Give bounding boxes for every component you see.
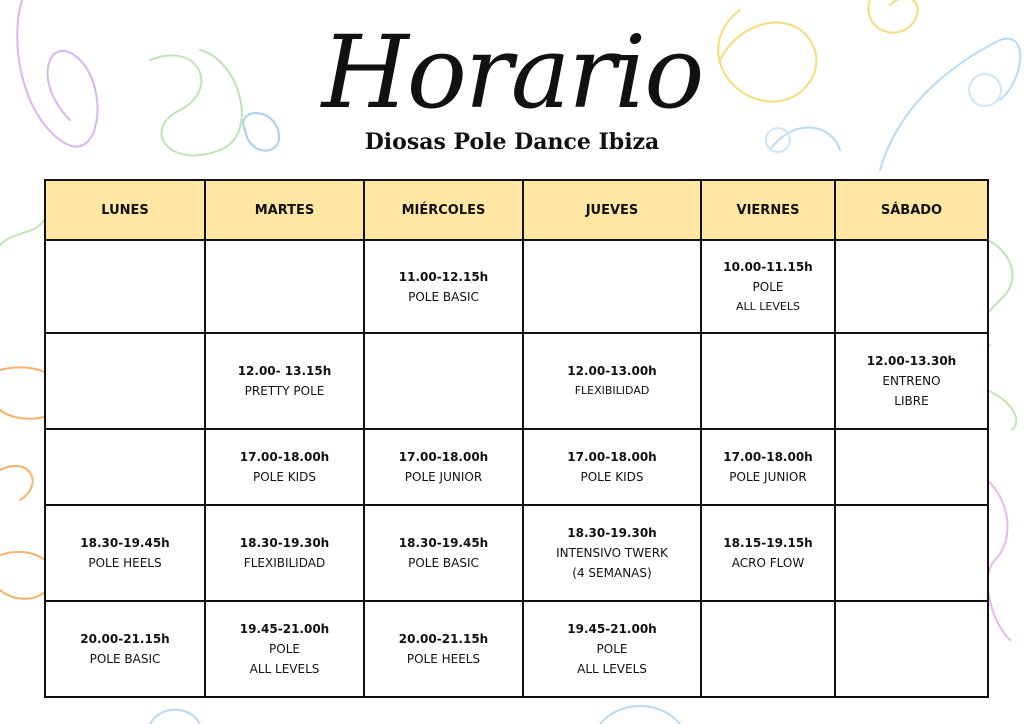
class-name: POLE JUNIOR bbox=[729, 470, 807, 484]
class-time: 20.00-21.15h bbox=[80, 632, 170, 646]
class-name: ACRO FLOW bbox=[731, 556, 805, 570]
class-cell-empty bbox=[701, 601, 835, 697]
class-cell bbox=[364, 429, 523, 505]
class-name: POLE bbox=[752, 279, 784, 294]
class-cell bbox=[45, 505, 205, 601]
class-time: 18.15-19.15h bbox=[723, 536, 813, 550]
class-time: 18.30-19.30h bbox=[239, 536, 330, 550]
class-name: ENTRENO bbox=[882, 374, 941, 388]
class-cell-empty bbox=[523, 240, 701, 333]
class-name: POLE HEELS bbox=[406, 652, 481, 666]
page-subtitle: Diosas Pole Dance Ibiza bbox=[364, 129, 660, 155]
class-name: POLE BASIC bbox=[408, 556, 479, 570]
day-header-martes: MARTES bbox=[205, 180, 364, 240]
class-cell bbox=[701, 240, 835, 333]
day-header-jueves: JUEVES bbox=[523, 180, 701, 240]
class-time: 12.00-13.30h bbox=[866, 354, 957, 368]
class-time: 18.30-19.45h bbox=[398, 536, 489, 550]
time-slot-row bbox=[45, 601, 988, 697]
class-cell-empty bbox=[835, 240, 988, 333]
class-time: 17.00-18.00h bbox=[723, 450, 813, 464]
class-name: INTENSIVO TWERK bbox=[556, 546, 668, 560]
class-name: POLE bbox=[596, 642, 628, 656]
class-time: 12.00-13.00h bbox=[567, 364, 657, 378]
day-header-lunes: LUNES bbox=[45, 180, 205, 240]
class-time: 17.00-18.00h bbox=[567, 450, 657, 464]
class-cell bbox=[364, 601, 523, 697]
class-time: 17.00-18.00h bbox=[239, 450, 330, 464]
class-cell bbox=[205, 429, 364, 505]
class-cell-empty bbox=[205, 240, 364, 333]
class-level: ALL LEVELS bbox=[577, 662, 647, 676]
class-cell bbox=[523, 429, 701, 505]
class-level: ALL LEVELS bbox=[249, 662, 320, 676]
day-header-sabado: SÁBADO bbox=[835, 180, 988, 240]
class-cell-empty bbox=[364, 333, 523, 429]
class-time: 17.00-18.00h bbox=[398, 450, 489, 464]
class-cell-empty bbox=[835, 505, 988, 601]
class-time: 12.00- 13.15h bbox=[237, 364, 332, 378]
squiggle-pink-right bbox=[987, 480, 1010, 640]
squiggle-blue-bottom bbox=[150, 706, 680, 724]
time-slot-row bbox=[45, 505, 988, 601]
class-name: PRETTY POLE bbox=[244, 384, 325, 398]
class-time: 20.00-21.15h bbox=[398, 632, 489, 646]
class-name: POLE JUNIOR bbox=[404, 470, 483, 484]
class-level: ALL LEVELS bbox=[736, 299, 800, 313]
class-time: 18.30-19.30h bbox=[567, 526, 657, 540]
class-name: POLE KIDS bbox=[580, 470, 644, 484]
class-cell bbox=[364, 505, 523, 601]
class-name: POLE BASIC bbox=[89, 652, 161, 666]
day-header-miercoles: MIÉRCOLES bbox=[364, 180, 523, 240]
class-cell bbox=[364, 240, 523, 333]
class-time: 11.00-12.15h bbox=[398, 269, 489, 284]
class-time: 10.00-11.15h bbox=[723, 259, 813, 274]
class-cell bbox=[45, 601, 205, 697]
class-time: 18.30-19.45h bbox=[80, 536, 170, 550]
class-cell bbox=[835, 333, 988, 429]
class-cell-empty bbox=[701, 333, 835, 429]
class-cell-empty bbox=[45, 240, 205, 333]
class-level: LIBRE bbox=[894, 394, 929, 408]
squiggle-green-left bbox=[0, 220, 44, 245]
class-cell-highlighted bbox=[523, 505, 701, 601]
class-cell-empty bbox=[45, 429, 205, 505]
class-cell bbox=[701, 429, 835, 505]
class-time: 19.45-21.00h bbox=[239, 622, 330, 636]
class-note: (4 SEMANAS) bbox=[572, 566, 652, 580]
time-slot-row bbox=[45, 240, 988, 333]
class-cell-empty bbox=[45, 333, 205, 429]
time-slot-row bbox=[45, 429, 988, 505]
class-cell bbox=[523, 333, 701, 429]
class-cell bbox=[523, 601, 701, 697]
class-name: POLE bbox=[269, 642, 300, 656]
class-time: 19.45-21.00h bbox=[567, 622, 657, 636]
class-name: POLE BASIC bbox=[408, 289, 479, 304]
class-name: FLEXIBILIDAD bbox=[574, 384, 650, 397]
class-name: POLE HEELS bbox=[88, 556, 162, 570]
class-cell bbox=[205, 601, 364, 697]
day-header-viernes: VIERNES bbox=[701, 180, 835, 240]
day-header-row bbox=[45, 180, 988, 240]
class-cell-empty bbox=[835, 601, 988, 697]
schedule-table bbox=[44, 179, 989, 698]
class-name: FLEXIBILIDAD bbox=[243, 556, 326, 570]
time-slot-row bbox=[45, 333, 988, 429]
class-name: POLE KIDS bbox=[252, 470, 317, 484]
class-cell bbox=[205, 333, 364, 429]
class-cell bbox=[205, 505, 364, 601]
page-title: Horario bbox=[321, 14, 703, 131]
class-cell bbox=[701, 505, 835, 601]
class-cell-empty bbox=[835, 429, 988, 505]
